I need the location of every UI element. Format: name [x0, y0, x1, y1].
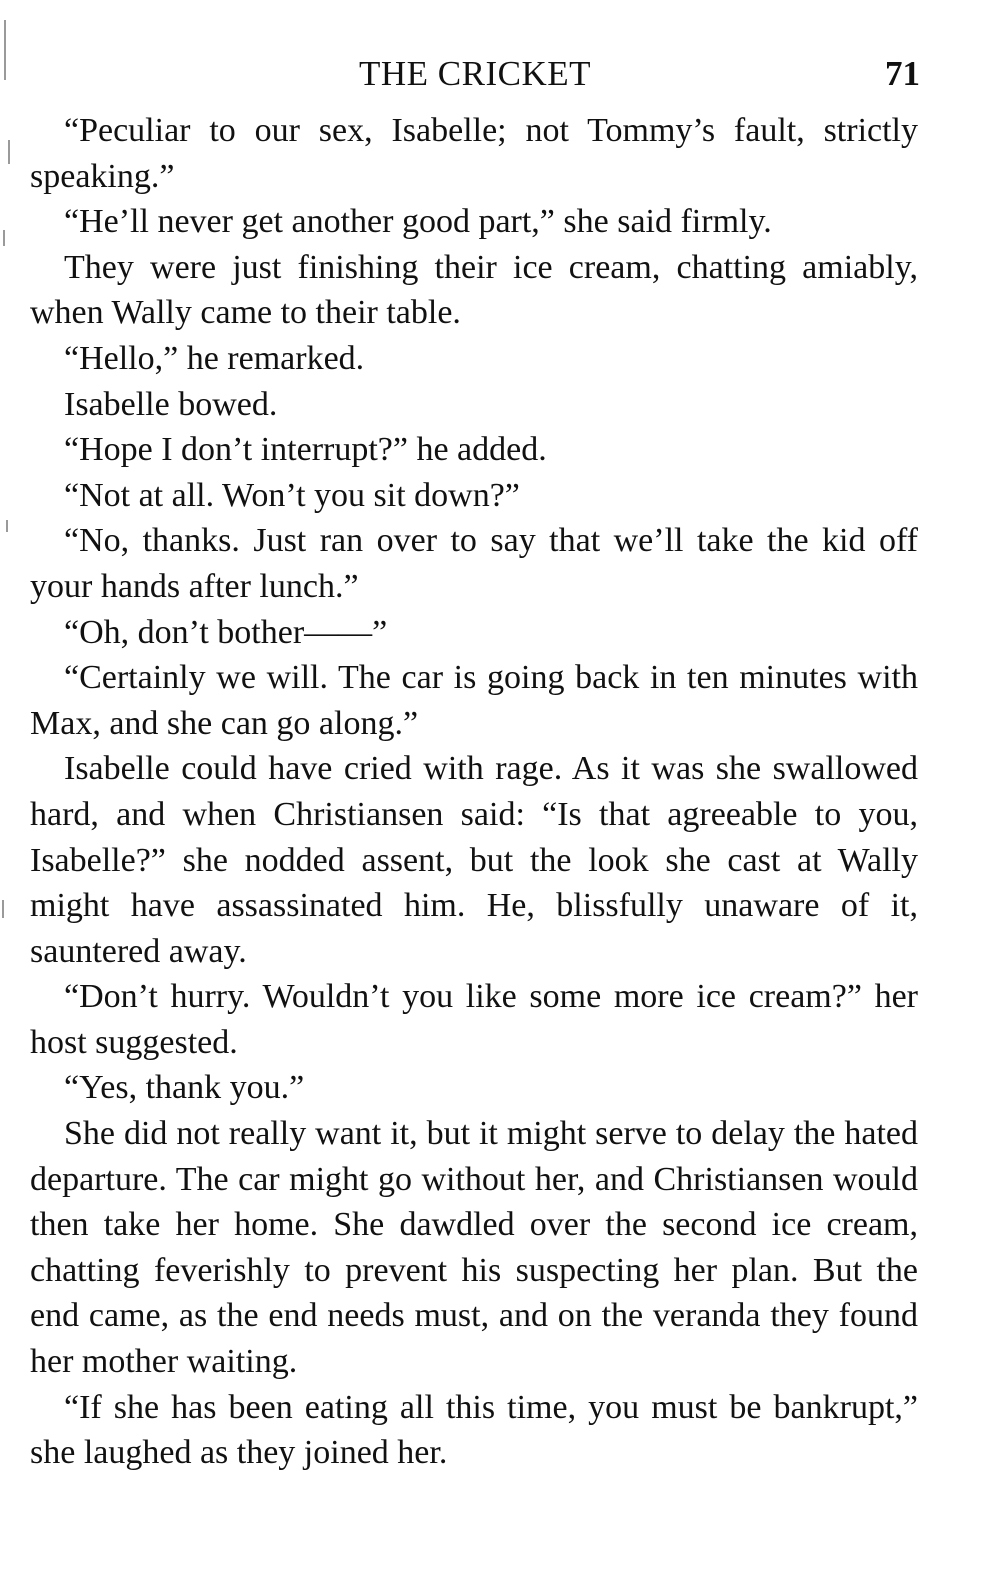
page-number: 71 [885, 54, 920, 93]
paragraph: “No, thanks. Just ran over to say that we’ll take the kid off your hands after lunch.” [30, 522, 918, 605]
paragraph: “Hope I don’t interrupt?” he added. [64, 431, 547, 469]
paragraph: “Hello,” he remarked. [64, 339, 365, 377]
paragraph: “Don’t hurry. Wouldn’t you like some more ice cream?” her host suggested. [30, 978, 918, 1061]
paragraph: “Yes, thank you.” [64, 1069, 305, 1107]
paragraph: Isabelle bowed. [64, 385, 278, 423]
paragraph: She did not really want it, but it might serve to delay the hated departure. The car might go without her, and Christiansen would then take her home. She dawdled over the second ice cream, chatting feverishly to prevent his suspecting her plan. But the end came, as the end needs must, and on the veranda they found her mother waiting. [30, 1115, 918, 1381]
paragraph: “Peculiar to our sex, Isabelle; not Tommy’s fault, strictly speaking.” [30, 112, 918, 195]
paragraph: “Oh, don’t bother——” [64, 613, 388, 651]
scan-edge-marks [0, 0, 20, 1000]
paragraph: “Not at all. Won’t you sit down?” [64, 476, 520, 514]
body-text [30, 108, 918, 1476]
paragraph: “He’ll never get another good part,” she said firmly. [64, 203, 772, 241]
paragraph: Isabelle could have cried with rage. As it was she swallowed hard, and when Christiansen said: “Is that agreeable to you, Isabelle?” she nodded assent, but the look she cast at Wally might have assassinated him. He, blissfully unaware of it, sauntered away. [30, 750, 918, 970]
running-title: THE CRICKET [358, 54, 591, 93]
paragraph: “If she has been eating all this time, you must be bankrupt,” she laughed as they joined her. [30, 1388, 918, 1472]
paragraph: “Certainly we will. The car is going back in ten minutes with Max, and she can go along.” [30, 659, 918, 742]
page-header [30, 52, 920, 96]
paragraph: They were just finishing their ice cream, chatting amiably, when Wally came to their table. [30, 248, 918, 332]
